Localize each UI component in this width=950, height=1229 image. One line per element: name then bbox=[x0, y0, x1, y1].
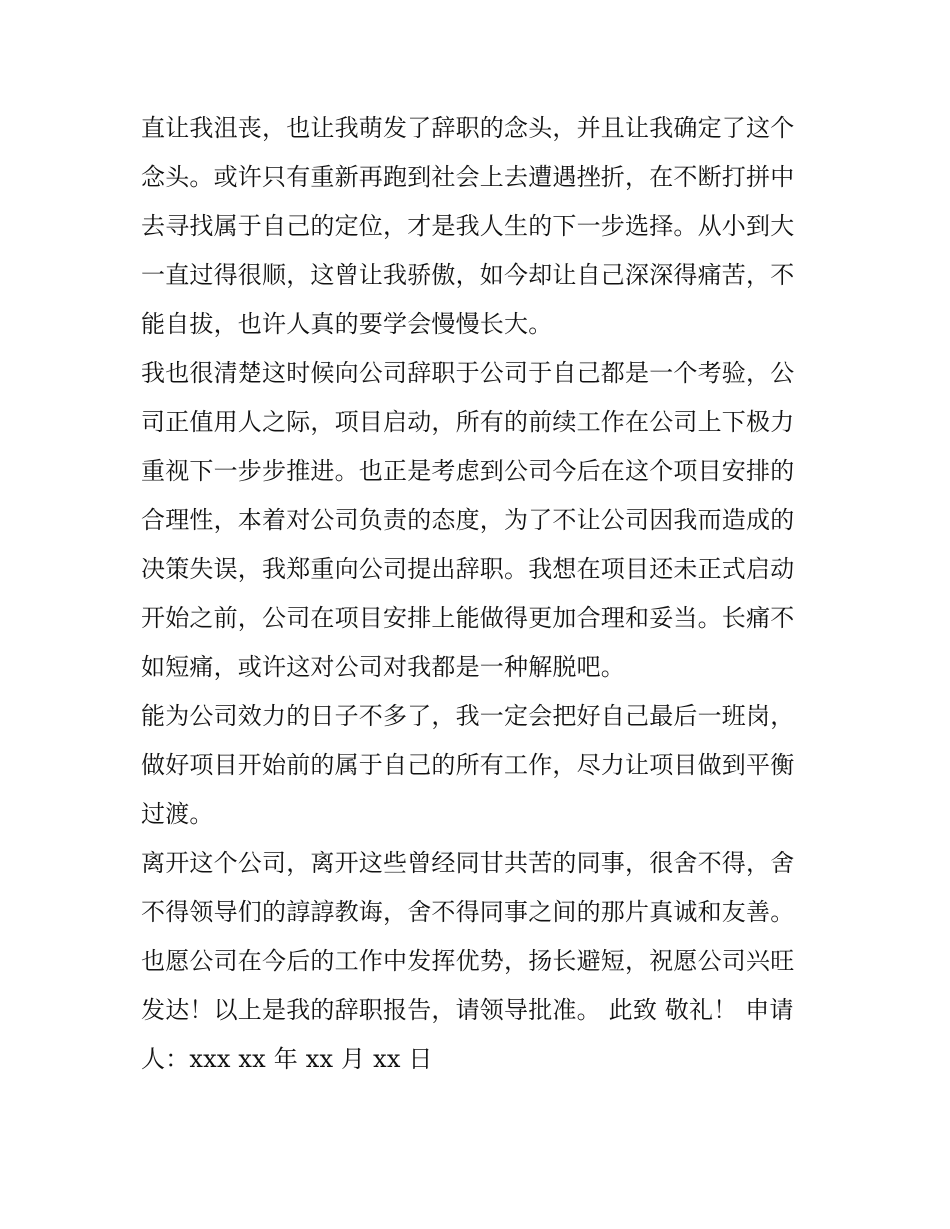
resignation-letter-body bbox=[141, 104, 821, 1084]
text-line: 做好项目开始前的属于自己的所有工作，尽力让项目做到平衡 bbox=[141, 751, 795, 779]
text-line: 司正值用人之际，项目启动，所有的前续工作在公司上下极力 bbox=[141, 408, 795, 436]
text-line: 念头。或许只有重新再跑到社会上去遭遇挫折，在不断打拼中 bbox=[141, 163, 795, 191]
text-line: 去寻找属于自己的定位，才是我人生的下一步选择。从小到大 bbox=[141, 212, 795, 240]
text-line: 发达！以上是我的辞职报告，请领导批准。 此致 敬礼！ 申请 bbox=[141, 996, 794, 1024]
text-line: 决策失误，我郑重向公司提出辞职。我想在项目还未正式启动 bbox=[141, 555, 795, 583]
text-line: 如短痛，或许这对公司对我都是一种解脱吧。 bbox=[141, 653, 625, 681]
signature-line: 人：xxx xx 年 xx 月 xx 日 bbox=[141, 1045, 433, 1073]
text-line: 直让我沮丧，也让我萌发了辞职的念头，并且让我确定了这个 bbox=[141, 114, 795, 142]
text-line: 能自拔，也许人真的要学会慢慢长大。 bbox=[141, 310, 553, 338]
text-line: 离开这个公司，离开这些曾经同甘共苦的同事，很舍不得，舍 bbox=[141, 849, 795, 877]
text-line: 能为公司效力的日子不多了，我一定会把好自己最后一班岗， bbox=[141, 702, 795, 730]
text-line: 重视下一步步推进。也正是考虑到公司今后在这个项目安排的 bbox=[141, 457, 795, 485]
text-line: 也愿公司在今后的工作中发挥优势，扬长避短，祝愿公司兴旺 bbox=[141, 947, 795, 975]
text-line: 不得领导们的諄諄教诲，舍不得同事之间的那片真诚和友善。 bbox=[141, 898, 795, 926]
text-line: 一直过得很顺，这曾让我骄傲，如今却让自己深深得痛苦，不 bbox=[141, 261, 795, 289]
text-line: 我也很清楚这时候向公司辞职于公司于自己都是一个考验，公 bbox=[141, 359, 795, 387]
text-line: 合理性，本着对公司负责的态度，为了不让公司因我而造成的 bbox=[141, 506, 795, 534]
text-line: 开始之前，公司在项目安排上能做得更加合理和妥当。长痛不 bbox=[141, 604, 795, 632]
text-line: 过渡。 bbox=[141, 800, 214, 828]
